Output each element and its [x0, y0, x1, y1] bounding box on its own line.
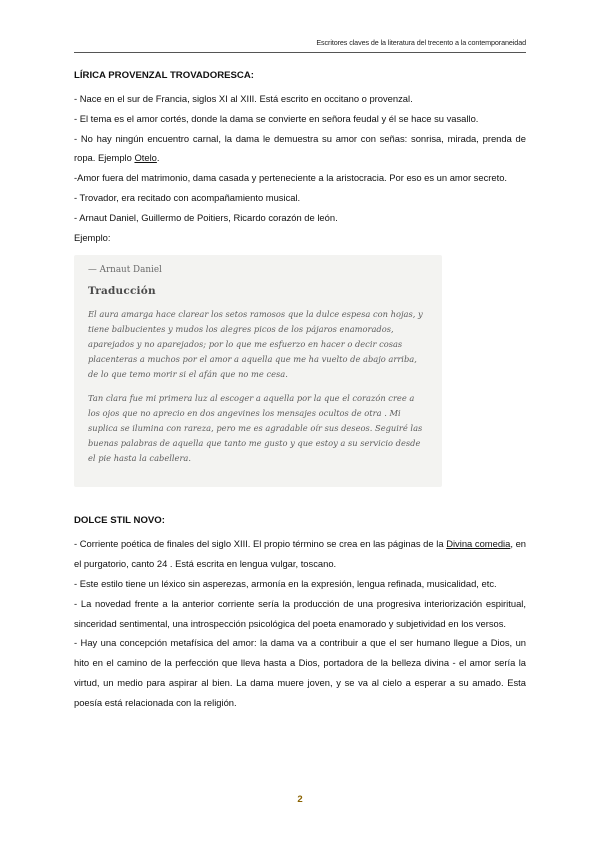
paragraph — [74, 534, 526, 574]
section-title-lirica: LÍRICA PROVENZAL TROVADORESCA: — [74, 70, 254, 81]
paragraph: - El tema es el amor cortés, donde la dama se convierte en señora feudal y él se hace su vasallo. — [74, 112, 479, 124]
quote-stanza: Tan clara fue mi primera luz al escoger a aquella por la que el corazón cree a los ojos que no aprecio en dos angevines los mensajes ocultos de otra . Mi suplica se ilumina con rareza, pero me es agradable oír sus deseos. Seguiré las buenas palabras de aquella que tanto me gusto y que estoy a su servicio desde el pie hasta la cabellera. — [88, 393, 423, 463]
quote-image — [74, 255, 442, 487]
paragraph: - La novedad frente a la anterior corriente sería la producción de una progresiva interiorización espiritual, sinceridad sentimental, una introspección psicológica del poeta enamorado y subjetividad en los versos. — [74, 597, 526, 629]
section-dolce — [74, 515, 526, 712]
paragraph: - Arnaut Daniel, Guillermo de Poitiers, Ricardo corazón de león. — [74, 211, 338, 223]
otelo-link[interactable]: Otelo — [134, 152, 157, 164]
running-header — [74, 36, 526, 53]
paragraph: -Amor fuera del matrimonio, dama casada y perteneciente a la aristocracia. Por eso es un amor secreto. — [74, 172, 508, 184]
paragraph-text: - No hay ningún encuentro carnal, la dama le demuestra su amor con señas: sonrisa, mirada, prenda de ropa. Ejemplo — [74, 132, 526, 164]
example-label: Ejemplo: — [74, 231, 111, 243]
paragraph: - Nace en el sur de Francia, siglos XI al XIII. Está escrito en occitano o provenzal. — [74, 93, 413, 104]
section-title-dolce: DOLCE STIL NOVO: — [74, 515, 165, 527]
quote-stanza: El aura amarga hace clarear los setos ramosos que la dulce espesa con hojas, y tiene balbucientes y mudos los alegres picos de los pájaros enamorados, aparejados y no aparejados; por lo que me esfuerzo en hacer o decir cosas placenteras a muchos por el amor a aquella que me ha vuelto de abajo arriba, de lo que temo morir si el afán que no me cesa. — [88, 309, 423, 379]
paragraph-text: . — [156, 152, 160, 164]
quote-author: — Arnaut Daniel — [88, 265, 162, 276]
paragraph: - Trovador, era recitado con acompañamiento musical. — [74, 191, 301, 203]
paragraph: - Este estilo tiene un léxico sin asperezas, armonía en la expresión, lengua refinada, musicalidad, etc. — [74, 577, 497, 589]
paragraph: - Hay una concepción metafísica del amor: la dama va a contribuir a que el ser humano llegue a Dios, un hito en el camino de la perfección que lleva hasta a Dios, portadora de la belleza divina - el amor sería la virtud, un medio para aspirar al bien. La dama muere joven, y se va al cielo a esperar a su amado. Esta poesía está relacionada con la religión. — [74, 637, 526, 708]
divina-comedia-link[interactable]: Divina comedia — [446, 538, 511, 550]
paragraph-text: , en el purgatorio, canto 24 . Está escrita en lengua vulgar, toscano. — [74, 538, 527, 570]
running-title: Escritores claves de la literatura del trecento a la contemporaneidad — [316, 38, 526, 47]
quote-heading: Traducción — [88, 285, 156, 298]
page-number: 2 — [297, 794, 303, 805]
paragraph-text: - Corriente poética de finales del siglo XIII. El propio término se crea en las páginas de la — [74, 538, 447, 550]
page-content — [74, 70, 526, 713]
paragraph — [74, 129, 526, 169]
